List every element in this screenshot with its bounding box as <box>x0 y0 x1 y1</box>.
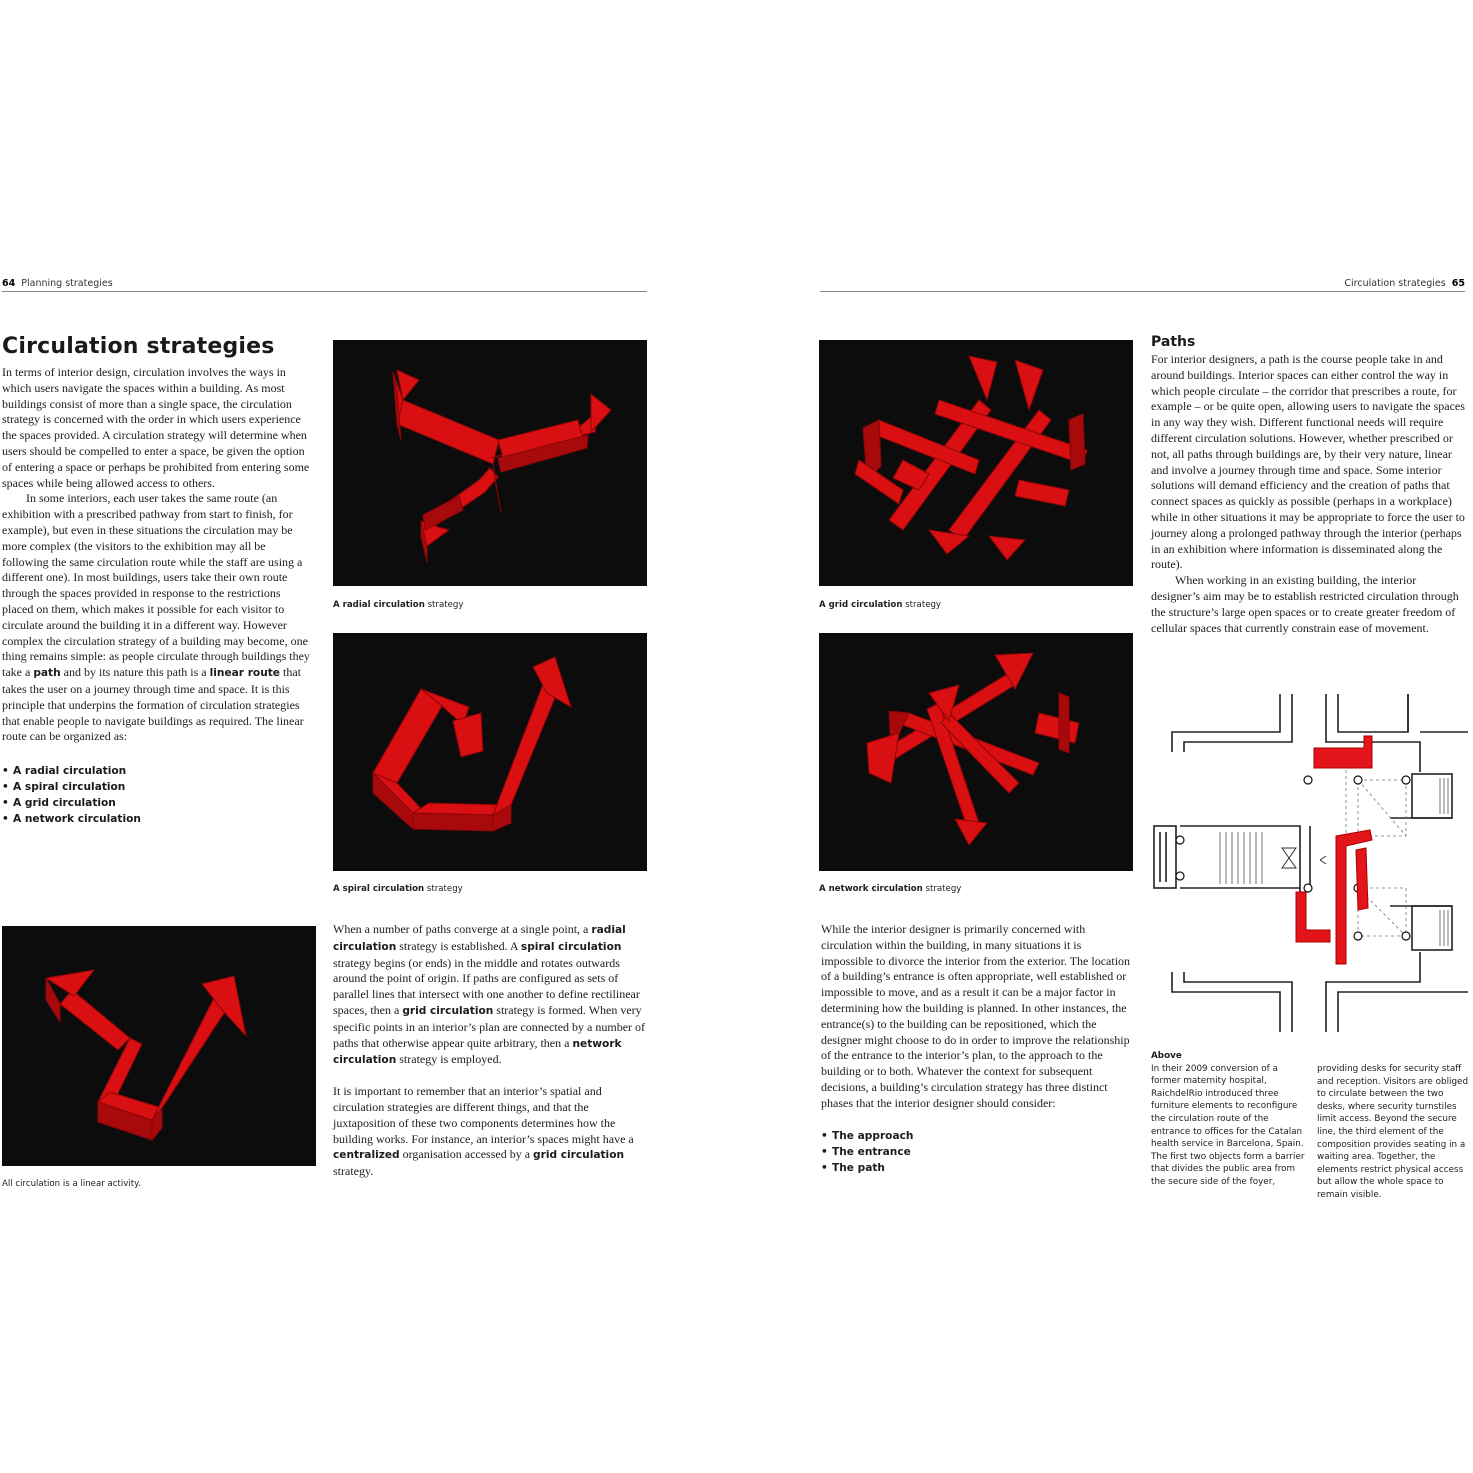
intro-paragraph-1: In terms of interior design, circulation involves the ways in which users navigate the spaces within a building. As most buildings consist of more than a single space, the circulation strategy is concerned with the order in which users experience the spaces provided. A circulation strategy will determine when users should be compelled to enter a space, be given the option of entering a space or perhaps be prohibited from entering some spaces while being allowed access to others. <box>2 365 310 490</box>
right-header-rule <box>820 291 1465 292</box>
paragraph-strategies <box>333 922 647 1069</box>
caption-spiral-rest: strategy <box>426 884 463 894</box>
left-header-rule <box>2 291 647 292</box>
paths-paragraph-2: When working in an existing building, the interior designer’s aim may be to establish restricted circulation through the structure’s large open spaces or to create greater freedom of cellular spaces that currently constrain ease of movement. <box>1151 573 1459 635</box>
caption-linear: All circulation is a linear activity. <box>2 1179 141 1189</box>
photo-linear-model <box>2 926 316 1166</box>
left-text-column <box>2 334 314 827</box>
above-text-1: In their 2009 conversion of a former maternity hospital, RaichdelRio introduced three furniture elements to reconfigure the circulation route of the entrance to offices for the Catalan health service in Barcelona, Spain. The first two objects form a barrier that divides the public area from the secure side of the foyer, <box>1151 1063 1305 1187</box>
above-caption-col-2 <box>1317 1063 1469 1202</box>
caption-radial-rest: strategy <box>427 600 464 610</box>
intro-2-part-b: and by its nature this path is a <box>63 665 207 680</box>
keyword-grid-circulation: grid circulation <box>533 1149 625 1162</box>
circulation-types-list <box>2 763 314 827</box>
intro-2-part-a: In some interiors, each user takes the same route (an exhibition with a prescribed pathway from start to finish, for example), but even in these situations the circulation may be more complex (the visitors to the exhibition may all be following the same circulation route while the staff are using a different one). In most buildings, users take their own route through the spaces provided in response to the restrictions placed on them, which makes it possible for each visitor to circulate around the building it in a different way. However complex the circulation strategy of a building may become, one thing remains simple: as people circulate through buildings they take a <box>2 491 310 680</box>
above-text-2: providing desks for security staff and reception. Visitors are obliged to circulate between the two desks, where security turnstiles limit access. Beyond the secure line, the third element of the composition provides seating in a waiting area. Together, the elements restrict physical access but allow the whole space to remain visible. <box>1317 1064 1469 1200</box>
paragraph-spatial <box>333 1084 647 1180</box>
caption-grid-rest: strategy <box>905 600 942 610</box>
paths-column <box>1151 334 1467 636</box>
entrance-paragraph: While the interior designer is primarily concerned with circulation within the building, in many situations it is impossible to divorce the interior from the exterior. The location of a building’s entrance is often appropriate, well established or impossible to move, and as a result it can be a major factor in determining how the building is planned. In other instances, the entrance(s) to the building can be repositioned, which the designer might choose to do in order to improve the relationship of the entrance to the interior’s plan, to the approach to the building or to both. Whatever the context for subsequent decisions, a building’s circulation strategy has three distinct phases that the interior designer should consider: <box>821 922 1131 1110</box>
list-item: • The entrance <box>821 1144 1131 1160</box>
photo-spiral-model <box>333 633 647 871</box>
list-item: • A network circulation <box>2 811 314 827</box>
caption-spiral <box>333 884 463 894</box>
list-item: • A grid circulation <box>2 795 314 811</box>
left-section-name: Planning strategies <box>21 278 113 289</box>
entrance-column <box>821 922 1131 1176</box>
keyword-path: path <box>33 667 61 680</box>
caption-grid <box>819 600 941 610</box>
phases-list <box>821 1128 1131 1176</box>
right-running-head <box>1344 278 1465 289</box>
floor-plan-diagram <box>1150 692 1468 1032</box>
above-caption-col-1 <box>1151 1050 1305 1189</box>
photo-radial-model <box>333 340 647 586</box>
page-title: Circulation strategies <box>2 334 275 359</box>
left-second-column <box>333 922 647 1180</box>
strategies-text-3: strategy begins (or ends) in the middle and rotates outwards around the point of origin. If paths are configured as sets of parallel lines that intersect with one another to define rectilinear spaces, then a <box>333 955 640 1017</box>
strategies-text-2: strategy is established. A <box>399 938 518 953</box>
paths-paragraph-1: For interior designers, a path is the course people take in and around buildings. Interior spaces can either control the way in which people circulate – the corridor that prescribes a route, for example – or be quite open, allowing users to navigate the spaces in any way they wish. Different functional needs will require different circulation solutions. However, whether prescribed or not, all paths through buildings are, by their very nature, linear and involve a journey through time and space. Some interior solutions will demand efficiency and the creation of paths that connect spaces as quickly as possible (perhaps in a workplace) while in other situations it may be appropriate to force the user to journey along a prolonged pathway through the interior (perhaps in an exhibition where information is disseminated along the route). <box>1151 352 1465 572</box>
keyword-network: network circulation <box>333 1037 622 1067</box>
right-section-name: Circulation strategies <box>1344 278 1446 289</box>
strategies-text-4: strategy is formed. When very specific points in an interior’s plan are connected by a number of paths that otherwise appear quite arbitrary, then a <box>333 1002 646 1050</box>
right-page-number: 65 <box>1451 278 1465 289</box>
paths-text <box>1151 352 1467 636</box>
left-page-number: 64 <box>2 278 16 289</box>
keyword-radial: radial circulation <box>333 924 626 953</box>
photo-grid-model <box>819 340 1133 586</box>
paths-heading: Paths <box>1151 334 1196 350</box>
intro-2-part-c: that takes the user on a journey through time and space. It is this principle that underpins the formation of circulation strategies that enable people to navigate buildings as required. The linear route can be organized as: <box>2 665 304 744</box>
above-label: Above <box>1151 1051 1182 1061</box>
caption-radial-bold: A radial circulation <box>333 600 425 610</box>
caption-network-bold: A network circulation <box>819 884 923 894</box>
spatial-text-1: It is important to remember that an interior’s spatial and circulation strategies are different things, and that the juxtaposition of these two components determines how the building works. For instance, an interior’s spaces might have a <box>333 1084 634 1146</box>
strategies-text-5: strategy is employed. <box>399 1052 502 1067</box>
keyword-grid: grid circulation <box>402 1004 494 1017</box>
keyword-linear-route: linear route <box>209 667 280 680</box>
keyword-spiral: spiral circulation <box>520 940 622 953</box>
photo-network-model <box>819 633 1133 871</box>
list-item: • The approach <box>821 1128 1131 1144</box>
list-item: • A radial circulation <box>2 763 314 779</box>
caption-radial <box>333 600 463 610</box>
spatial-text-3: strategy. <box>333 1164 374 1179</box>
list-item: • The path <box>821 1160 1131 1176</box>
caption-network <box>819 884 961 894</box>
caption-grid-bold: A grid circulation <box>819 600 903 610</box>
caption-network-rest: strategy <box>925 884 962 894</box>
keyword-centralized: centralized <box>333 1149 400 1162</box>
strategies-text-1: When a number of paths converge at a single point, a <box>333 922 589 936</box>
intro-paragraph-2 <box>2 491 314 745</box>
spatial-text-2: organisation accessed by a <box>402 1147 531 1162</box>
intro-text <box>2 365 314 745</box>
caption-spiral-bold: A spiral circulation <box>333 884 425 894</box>
left-running-head <box>2 278 113 289</box>
list-item: • A spiral circulation <box>2 779 314 795</box>
